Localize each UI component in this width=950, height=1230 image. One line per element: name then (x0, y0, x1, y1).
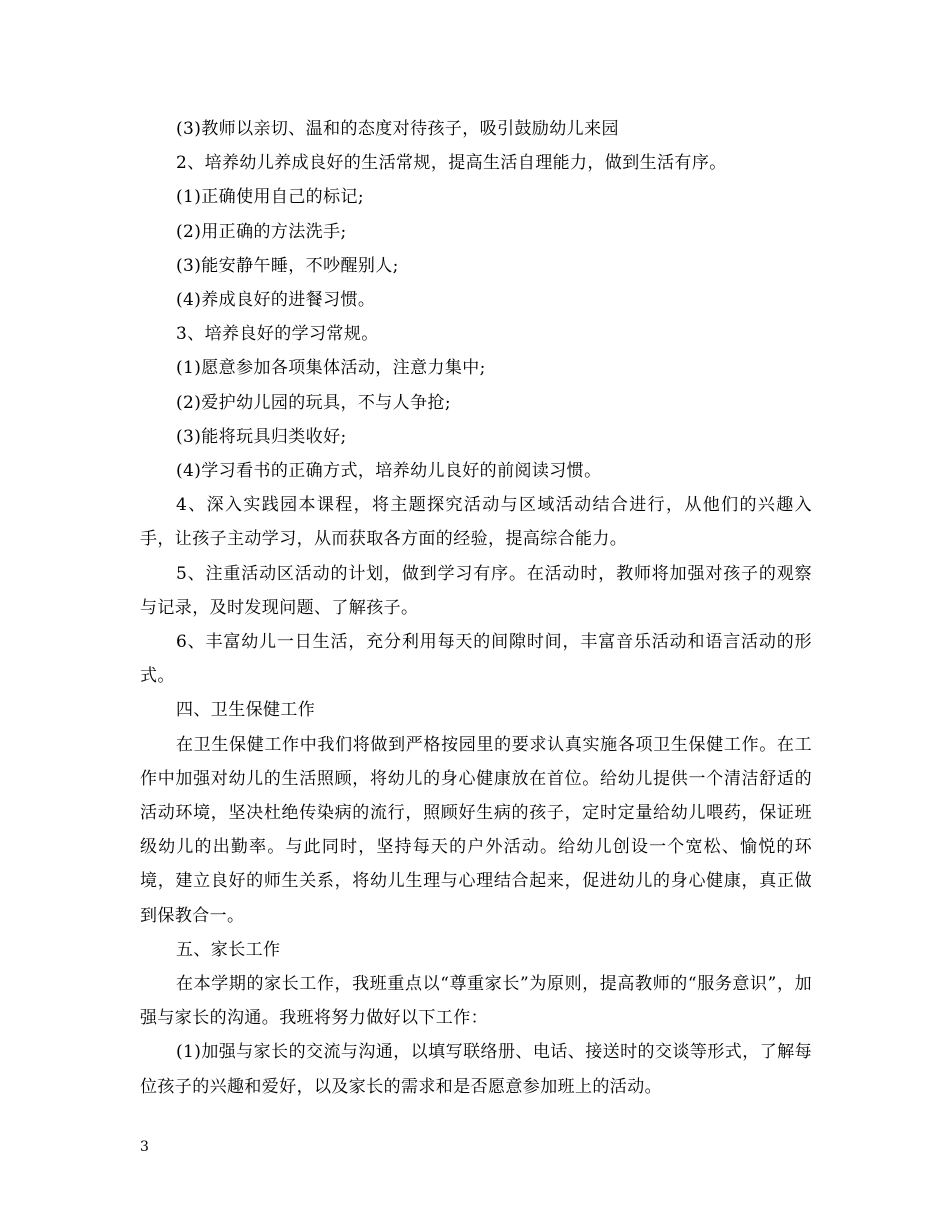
heading-health-care: 四、卫生保健工作 (176, 700, 316, 721)
list-item-2-toys: (2)爱护幼儿园的玩具，不与人争抢; (176, 392, 452, 413)
list-item-4-reading: (4)学习看书的正确方式，培养幼儿良好的前阅读习惯。 (176, 461, 602, 482)
list-item-1-communication: (1)加强与家长的交流与沟通，以填写联络册、电话、接送时的交谈等形式，了解每位孩子的兴趣和爱好，以及家长的需求和是否愿意参加班上的活动。 (140, 1042, 812, 1097)
list-item-2-wash-hands: (2)用正确的方法洗手; (176, 221, 347, 242)
list-item-1-use-mark: (1)正确使用自己的标记; (176, 187, 365, 208)
document-body (140, 112, 812, 1104)
section-item-4-curriculum: 4、深入实践园本课程，将主题探究活动与区域活动结合进行，从他们的兴趣入手，让孩子主动学习，从而获取各方面的经验，提高综合能力。 (140, 495, 812, 550)
paragraph-parent-work: 在本学期的家长工作，我班重点以“尊重家长”为原则，提高教师的“服务意识”，加强与家长的沟通。我班将努力做好以下工作： (140, 974, 812, 1029)
page-number: 3 (140, 1139, 149, 1155)
list-item-4-eating: (4)养成良好的进餐习惯。 (176, 290, 376, 311)
heading-parent-work: 五、家长工作 (176, 939, 281, 960)
list-item-3-tidy-toys: (3)能将玩具归类收好; (176, 426, 347, 447)
section-item-5-activity-area: 5、注重活动区活动的计划，做到学习有序。在活动时，教师将加强对孩子的观察与记录，及时发现问题、了解孩子。 (140, 563, 812, 618)
section-item-2-life-routine: 2、培养幼儿养成良好的生活常规，提高生活自理能力，做到生活有序。 (176, 153, 727, 174)
list-item-3-nap: (3)能安静午睡，不吵醒别人; (176, 255, 399, 276)
list-item-3-attitude: (3)教师以亲切、温和的态度对待孩子，吸引鼓励幼儿来园 (176, 119, 619, 139)
section-item-3-study-routine: 3、培养良好的学习常规。 (176, 324, 379, 345)
paragraph-health-care: 在卫生保健工作中我们将做到严格按园里的要求认真实施各项卫生保健工作。在工作中加强对幼儿的生活照顾，将幼儿的身心健康放在首位。给幼儿提供一个清洁舒适的活动环境，坚决杜绝传染病的流行，照顾好生病的孩子，定时定量给幼儿喂药，保证班级幼儿的出勤率。与此同时，坚持每天的户外活动。给幼儿创设一个宽松、愉悦的环境，建立良好的师生关系，将幼儿生理与心理结合起来，促进幼儿的身心健康，真正做到保教合一。 (140, 734, 812, 926)
list-item-1-group-activity: (1)愿意参加各项集体活动，注意力集中; (176, 358, 486, 379)
section-item-6-daily-life: 6、丰富幼儿一日生活，充分利用每天的间隙时间，丰富音乐活动和语言活动的形式。 (140, 632, 812, 687)
